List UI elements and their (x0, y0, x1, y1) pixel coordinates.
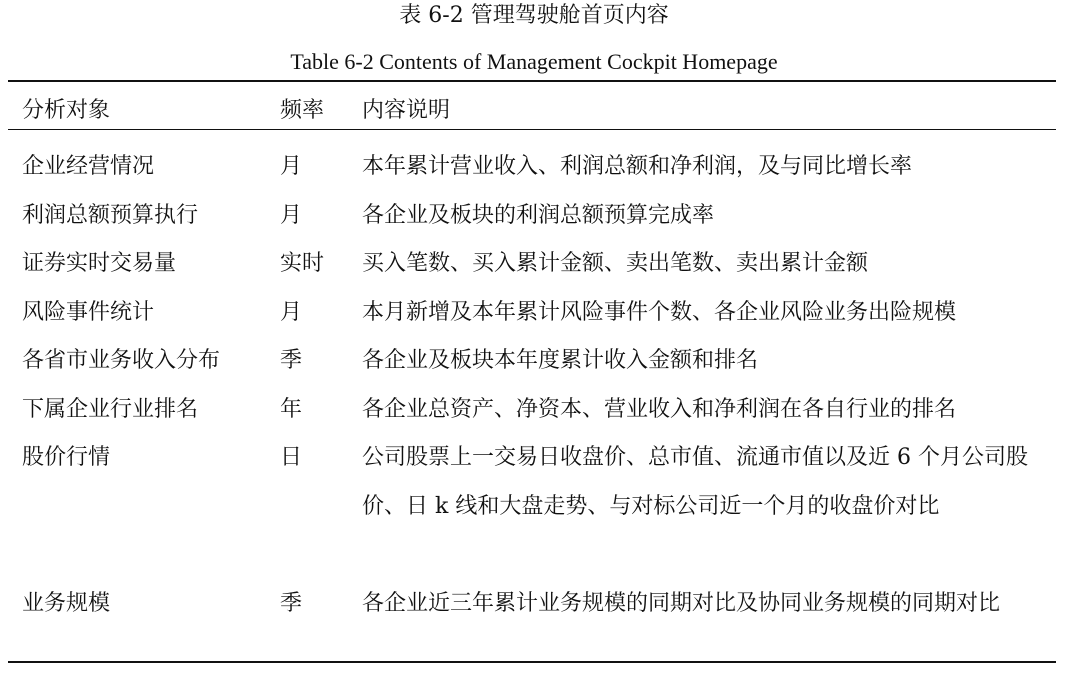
table-row (0, 192, 1068, 241)
header-content-description: 内容说明 (362, 98, 451, 123)
table-top-rule (8, 80, 1056, 82)
row-object: 风险事件统计 (22, 299, 155, 325)
row-object: 利润总额预算执行 (22, 202, 199, 228)
row-content: 各企业总资产、净资本、营业收入和净利润在各自行业的排名 (362, 396, 957, 422)
row-frequency: 季 (280, 590, 303, 616)
row-content: 公司股票上一交易日收盘价、总市值、流通市值以及近 6 个月公司股价、日 k 线和大盘走势、与对标公司近一个月的收盘价对比 (362, 445, 1028, 519)
row-object: 下属企业行业排名 (22, 396, 199, 422)
row-frequency: 月 (280, 202, 303, 228)
table-header-row (0, 96, 1068, 126)
row-content: 本月新增及本年累计风险事件个数、各企业风险业务出险规模 (362, 299, 957, 325)
row-object: 业务规模 (22, 590, 111, 616)
row-frequency: 年 (280, 396, 303, 422)
header-frequency: 频率 (280, 98, 325, 123)
row-frequency: 季 (280, 348, 303, 373)
row-content: 买入笔数、买入累计金额、卖出笔数、卖出累计金额 (362, 251, 869, 276)
row-object: 证券实时交易量 (22, 251, 177, 276)
table-row (0, 434, 1068, 580)
table-row (0, 386, 1068, 435)
table-body (0, 143, 1068, 677)
row-frequency: 月 (280, 154, 303, 179)
row-content: 各企业及板块本年度累计收入金额和排名 (362, 348, 759, 373)
row-object: 各省市业务收入分布 (22, 348, 221, 373)
table-caption-chinese: 表 6-2 管理驾驶舱首页内容 (399, 3, 669, 28)
row-frequency: 实时 (280, 251, 325, 276)
row-content: 本年累计营业收入、利润总额和净利润，及与同比增长率 (362, 154, 913, 179)
table-row (0, 289, 1068, 338)
table-caption-english: Table 6-2 Contents of Management Cockpit Homepage (290, 49, 778, 74)
row-content: 各企业及板块的利润总额预算完成率 (362, 202, 715, 228)
row-frequency: 月 (280, 299, 303, 325)
row-object: 股价行情 (22, 445, 111, 470)
row-content: 各企业近三年累计业务规模的同期对比及协同业务规模的同期对比 (362, 590, 1001, 616)
table-row (0, 143, 1068, 192)
row-object: 企业经营情况 (22, 154, 155, 179)
header-analysis-object: 分析对象 (22, 98, 111, 123)
table-row (0, 337, 1068, 386)
table-row (0, 240, 1068, 289)
row-frequency: 日 (280, 445, 303, 470)
table-bottom-rule (8, 661, 1056, 663)
table-header-rule (8, 129, 1056, 130)
